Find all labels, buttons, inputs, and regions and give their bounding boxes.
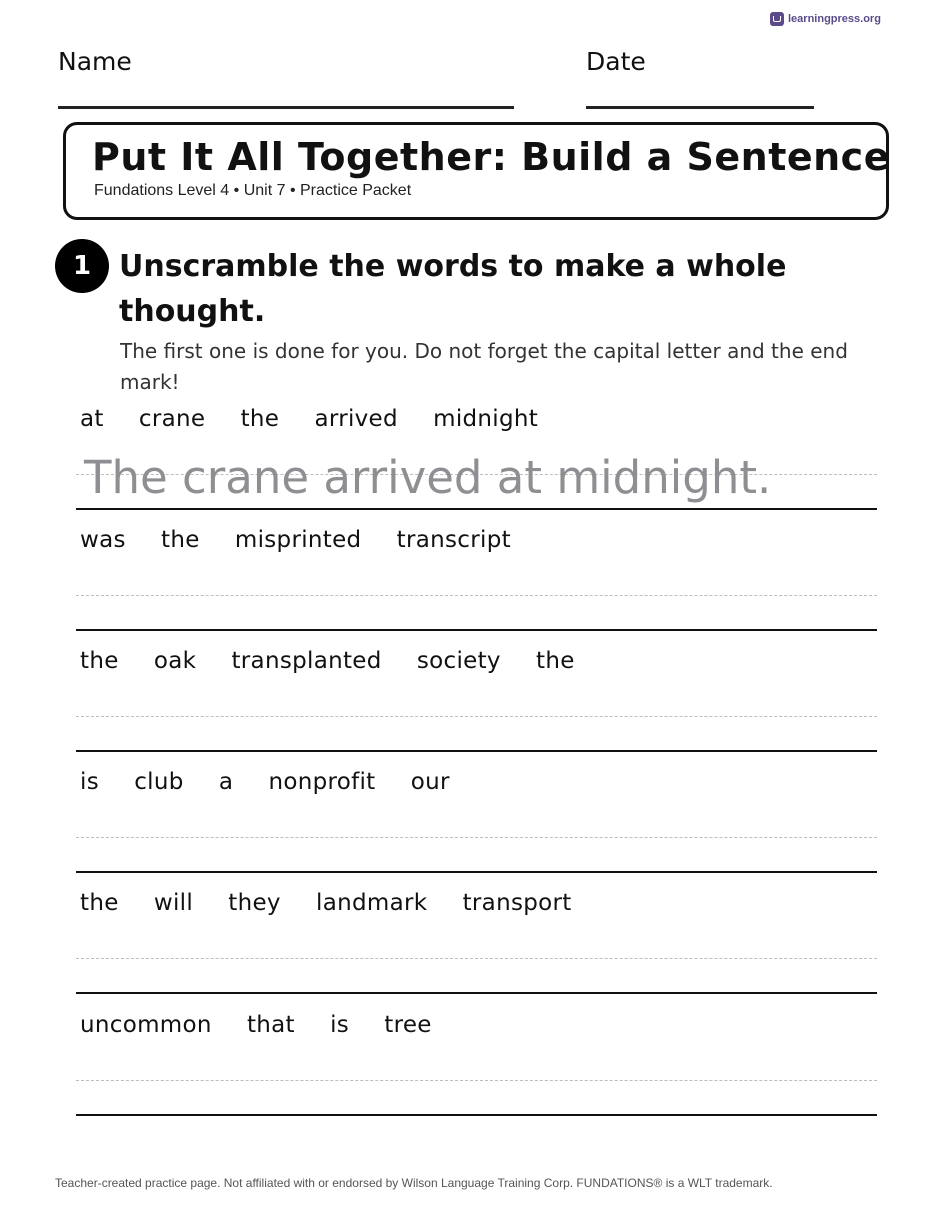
exercise-item	[76, 765, 877, 886]
exercise-item	[76, 402, 877, 523]
date-label: Date	[586, 47, 646, 76]
brand-text: learningpress.org	[788, 13, 881, 25]
page-title: Put It All Together: Build a Sentence	[92, 135, 890, 179]
footer-disclaimer: Teacher-created practice page. Not affiliated with or endorsed by Wilson Language Training Corp. FUNDATIONS® is a WLT trademark.	[55, 1176, 773, 1190]
sample-answer: The crane arrived at midnight.	[84, 451, 772, 504]
dashed-midline	[76, 837, 877, 838]
exercise-item	[76, 523, 877, 644]
name-label: Name	[58, 47, 132, 76]
section-instruction: Unscramble the words to make a whole thought.	[119, 249, 787, 329]
scrambled-words: is club a nonprofit our	[80, 769, 450, 795]
scrambled-words: the oak transplanted society the	[80, 648, 575, 674]
scrambled-words: the will they landmark transport	[80, 890, 572, 916]
name-blank[interactable]	[58, 106, 514, 109]
exercise-item	[76, 886, 877, 1007]
section-number-badge: 1	[55, 239, 109, 293]
exercise-item	[76, 1008, 877, 1129]
answer-line[interactable]	[76, 1114, 877, 1116]
scrambled-words: uncommon that is tree	[80, 1012, 432, 1038]
answer-line[interactable]	[76, 508, 877, 510]
dashed-midline	[76, 1080, 877, 1081]
answer-line[interactable]	[76, 871, 877, 873]
section-note: The first one is done for you. Do not forget the capital letter and the end mark!	[120, 339, 848, 394]
dashed-midline	[76, 716, 877, 717]
brand	[770, 12, 881, 26]
answer-line[interactable]	[76, 629, 877, 631]
page-subtitle: Fundations Level 4 • Unit 7 • Practice Packet	[94, 182, 412, 199]
dashed-midline	[76, 958, 877, 959]
answer-line[interactable]	[76, 750, 877, 752]
scrambled-words: at crane the arrived midnight	[80, 406, 539, 432]
title-box	[63, 122, 889, 220]
scrambled-words: was the misprinted transcript	[80, 527, 511, 553]
dashed-midline	[76, 595, 877, 596]
book-icon	[770, 12, 784, 26]
date-blank[interactable]	[586, 106, 814, 109]
exercise-item	[76, 644, 877, 765]
answer-line[interactable]	[76, 992, 877, 994]
